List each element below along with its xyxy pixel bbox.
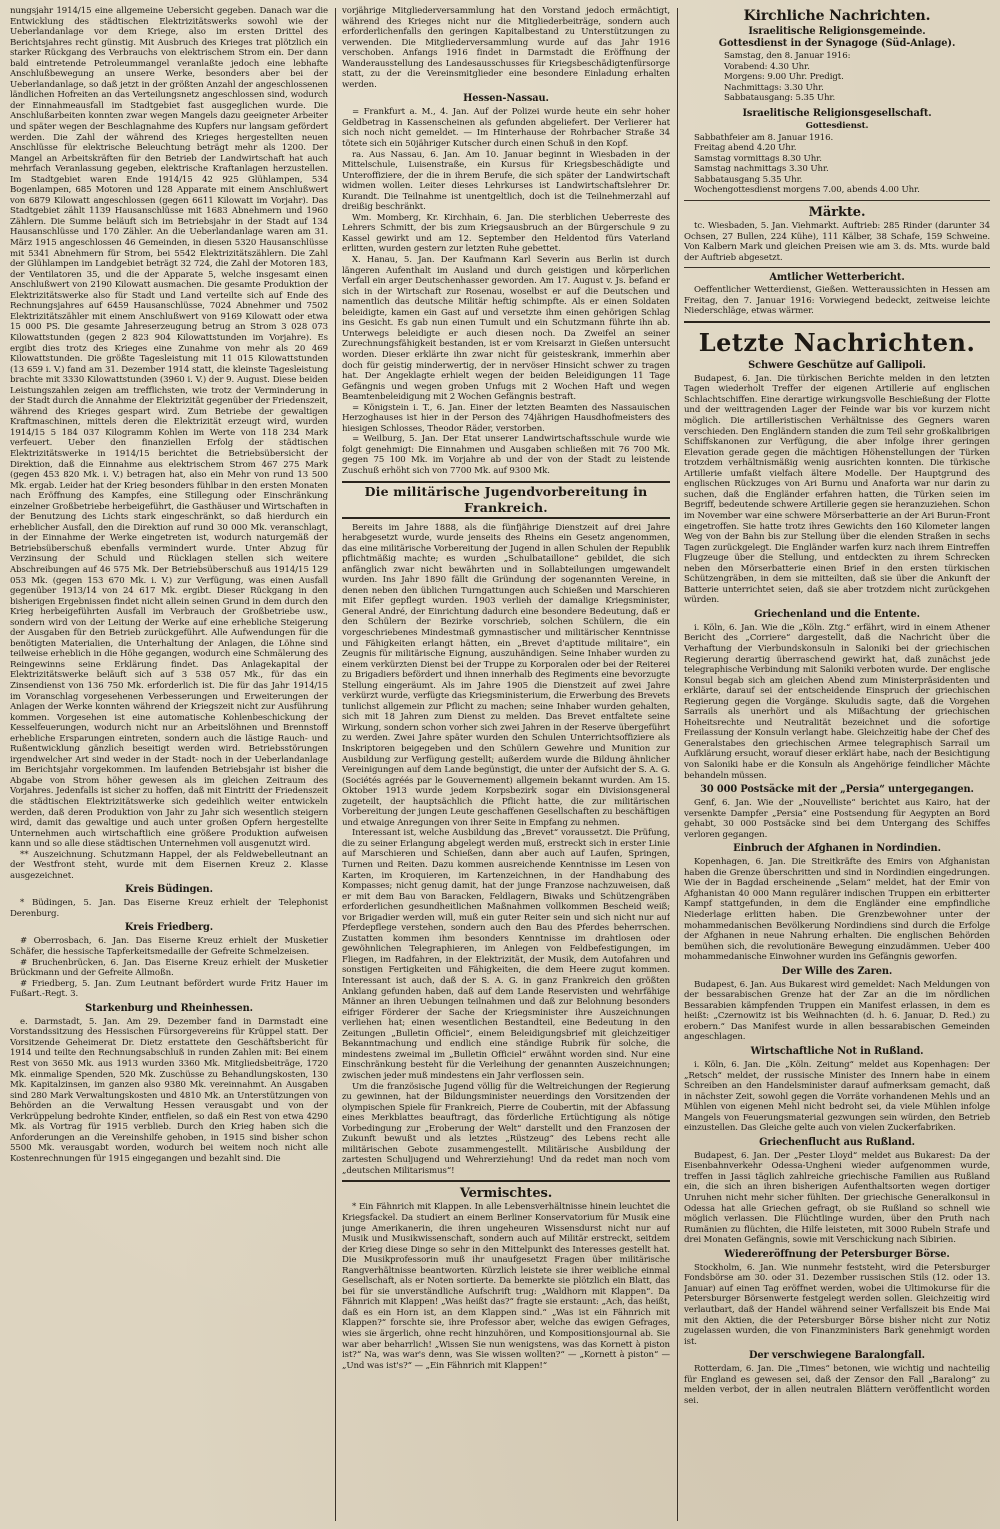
- service-times-list: [684, 133, 990, 196]
- section-heading-vermischtes: Vermischtes.: [459, 1186, 553, 1202]
- column-rule: [335, 8, 336, 1521]
- notice-weilburg: = Weilburg, 5. Jan. Der Etat unserer Landwirtschaftsschule wurde wie folgt genehmigt: Die Einnahmen und Ausgaben schließen mit 76 700 Mk. gegen 75 100 Mk. im Vorjahre ab und der von der Stadt zu leistende Zuschuß erhöht sich von 7700 Mk. auf 9300 Mk.: [342, 434, 670, 476]
- article-baralong: Rotterdam, 6. Jan. Die „Times“ betonen, wie wichtig und nachteilig für England es gewesen sei, daß der Zensor den Fall „Baralong“ zu melden verbot, der in allen neutralen Blättern veröffentlicht worden sei.: [684, 1364, 990, 1406]
- article-petersburger-boerse: Stockholm, 6. Jan. Wie nunmehr feststeht, wird die Petersburger Fondsbörse am 30. oder 31. Dezember russischen Stils (12. oder 13. Januar) auf einen Tag eröffnet werden, wobei die Ultimokurse für die Petersburger Börsenwerte festgelegt werden sollen. Gleichzeitig wird verlautbart, daß der Handel während seiner Verfallszeit bis Ende Mai mit den Aktien, die der Petersburger Börse bisher nicht zur Notiz zugelassen wurden, die von Finanzministers Bark genehmigt worden ist.: [684, 1262, 990, 1347]
- headline-petersburger-boerse: Wiedereröffnung der Petersburger Börse.: [724, 1248, 950, 1260]
- section-heading-hessen-nassau: Hessen-Nassau.: [463, 93, 549, 105]
- article-jugend-paragraph: Interessant ist, welche Ausbildung das „Brevet“ voraussetzt. Die Prüfung, die zu seiner Erlangung abgelegt werden muß, erstreckt sich in erster Linie auf Marschieren und Schießen, dann aber auch auf Laufen, Springen, Turnen und Reiten. Dazu kommen ausreichende Kenntnisse im Lesen von Karten, im Kroquieren, im Kartenzeichnen, in der Handhabung des Kompasses; nicht genug damit, hat der junge Franzose nachzuweisen, daß er mit dem Bau von Baracken, Feldlagern, Biwaks und Schützengräben erforderlichen gesundheitlichen Maßnahmen vollkommen Bescheid weiß; vor Brigadier werden will, muß ein guter Reiter sein und sich nicht nur auf Pferdepflege verstehen, sondern auch den Bau des Pferdes beherrschen. Zustatten kommen ihm besonders Kenntnisse im drahtlosen oder gewöhnlichen Telegraphieren, im Anlegen von Feldbefestigungen, im Fliegen, im Radfahren, in der Elektrizität, der Musik, dem Autofahren und sonstigen Fertigkeiten und Fähigkeiten, die dem Heere zugut kommen. Interessant ist auch, daß der S. A. G. in ganz Frankreich den größten Anklang gefunden haben, daß auf dem Lande Reservisten und wehrfähige Männer an ihren Uebungen teilnahmen und daß zur Belohnung besonders eifriger Förderer der Sache der Kriegsminister ihre Auszeichnungen verliehen hat; einen wesentlichen Bestandteil, eine Bedeutung in den Zeitungen „Bulletin Officiel“, einem Beleidigungsbrief mit gleichzeitiger Bekanntmachung und endlich eine ständige Rubrik für solche, die mindestens zweimal im „Bulletin Officiel“ erwähnt worden sind. Nur eine Einschränkung besteht für die Verleihung der genannten Auszeichnungen; zwischen jeder muß mindestens ein Jahr verflossen sein.: [342, 828, 670, 1081]
- heading-isr-gesellschaft: Israelitische Religionsgesellschaft.: [742, 107, 932, 119]
- service-time: Wochengottesdienst morgens 7.00, abends 4.00 Uhr.: [694, 185, 920, 196]
- article-griechenland: i. Köln, 6. Jan. Wie die „Köln. Ztg.“ erfährt, wird in einem Athener Bericht des „Corriere“ dargestellt, daß die Nachricht über die Verhaftung der Vierbundskonsuln in Saloniki bei der griechischen Regierung derartig überraschend gewirkt hat, daß zunächst jede telegraphische Verbindung mit Saloniki verboten wurde. Der englische Konsul begab sich am gleichen Abend zum Ministerpräsidenten und erklärte, darauf sei der entscheidende Einspruch der griechischen Regierung gegen die Vorgänge. Skuludis sagte, daß die Vorgehen Sarrails als unerhört und als Mißachtung der griechischen Hoheitsrechte und Neutralität bezeichnet und die sofortige Freilassung der Konsuln verlangt habe. Gleichzeitig habe der Chef des Generalstabes den griechischen Armee telegraphisch Sarrail um Aufklärung ersucht, worauf dieser erklärt habe, nach der Besichtigung von Saloniki habe er die Konsuln als Angehörige feindlicher Mächte behandeln müssen.: [684, 622, 990, 781]
- article-gallipoli: Budapest, 6. Jan. Die türkischen Berichte melden in den letzten Tagen wiederholt Treffer der eigenen Artillerie auf englischen Schlachtschiffen. Eine derartige wirkungsvolle Beschießung der Flotte und der weittragenden Lager der Feinde war bis vor kurzem nicht möglich. Die artilleristischen Verhältnisse des Gegners waren verschieden. Den Engländern standen die zum Teil sehr großkalibrigen Schiffskanonen zur Verfügung, die aber infolge ihrer geringen Elevation gerade gegen die mächtigen Höhenstellungen der Türken trotzdem verhältnismäßig wenig ausrichten konnten. Die türkische Artillerie umfaßt vielfach ältere Modelle. Der Hauptgrund des englischen Rückzuges von Ari Burnu und Anaforta war nur darin zu suchen, daß die Engländer erfahren hatten, die Türken seien im Begriff, bedeutende schwere Artillerie gegen sie heranzuziehen. Schon im November war eine schwere Mörserbatterie an der Ari Burun-Front eingetroffen. Sie hatte trotz ihres Gewichts den 160 Kilometer langen Weg von der Bahn bis zur Stellung über die elenden Straßen in sechs Tagen zurückgelegt. Die Engländer warfen kurz nach ihrem Eintreffen Flugzeuge über die Stellung, und entdeckten zu ihrem Schrecken neben den Mörserbatterie einen Brief in den ersten türkischen Schützengräben, in dem sie mitteilten, daß sie über die Ankunft der Batterie unterrichtet seien, daß sie aber trotzdem nicht zurückgehen würden.: [684, 373, 990, 606]
- article-faehnrich: * Ein Fähnrich mit Klappen. In alle Lebensverhältnisse hinein leuchtet die Kriegsfackel. Da studiert an einem Berliner Konservatorium für Musik eine junge Amerikanerin, die ihren ungeheuren Wissensdurst nicht nur auf Musik und Musikwissenschaft, sondern auch auf Militär erstreckt, seitdem der Krieg diese Dinge so sehr in den Mittelpunkt des Interesses gestellt hat. Die Musikprofessorin muß ihr unaufgesetzt Fragen über militärische Rangverhältnisse beantworten. Kürzlich leistete sie ihrer weibliche einmal Gesellschaft, als er Noten sortierte. Da bemerkte sie plötzlich ein Blatt, das bei für sie unverständliche Aufschrift trug: „Waldhorn mit Klappen“. Da Fähnrich mit Klappen! „Was heißt das?“ fragte sie erstaunt: „Ach, das heißt, daß es ein Horn ist, an dem Klappen sind.“ „Was ist ein Fähnrich mit Klappen?“ forschte sie, ihre Professor aber, welche das ewigen Gefrages, wies sie ärgerlich, ohne recht hinzuhören, und Kompositionsjournal ab. Sie war aber beharrlich! „Wissen Sie nun wenigstens, was das Kornett à piston ist?“ Na, was war's denn, was Sie wissen wollten?“ — „Kornett à piston“ — „Und was ist's?“ — „Ein Fähnrich mit Klappen!“: [342, 1202, 670, 1371]
- section-heading-letzte-nachrichten: Letzte Nachrichten.: [698, 327, 976, 357]
- column-left: [10, 6, 328, 1523]
- service-time: Sabbatausgang 5.35 Uhr.: [694, 174, 803, 185]
- service-time: Sabbathfeier am 8. Januar 1916.: [694, 132, 834, 143]
- headline-baralong: Der verschwiegene Baralongfall.: [749, 1350, 925, 1362]
- notice-budingen: * Büdingen, 5. Jan. Das Eiserne Kreuz erhielt der Telephonist Derenburg.: [10, 898, 328, 919]
- notice-bruchenbruecken: # Bruchenbrücken, 6. Jan. Das Eiserne Kreuz erhielt der Musketier Brückmann und der Gefreite Allmoßn.: [10, 957, 328, 979]
- headline-zaren: Der Wille des Zaren.: [781, 965, 893, 977]
- notice-wetterbericht: Oeffentlicher Wetterdienst, Gießen. Wetteraussichten in Hessen am Freitag, den 7. Januar 1916: Vorwiegend bedeckt, zeitweise leichte Niederschläge, etwas wärmer.: [684, 285, 990, 317]
- heading-isr-gemeinde: Israelitische Religionsgemeinde.: [748, 26, 926, 37]
- headline-persia: 30 000 Postsäcke mit der „Persia“ untergegangen.: [700, 784, 974, 796]
- divider: [684, 267, 990, 268]
- notice-hanau: X. Hanau, 5. Jan. Der Kaufmann Karl Severin aus Berlin ist durch längeren Aufenthalt im Ausland und durch geistigen und körperlichen Verfall ein arger Deutschenhasser geworden. Am 17. August v. Js. befand er sich in der Wirtschaft zur Rosenau, woselbst er auf die Deutschen und namentlich das deutsche Militär heftig schimpfte. Als er einen Soldaten beleidigte, kamen ein Gast auf und versetzte ihm einen gehörigen Schlag ins Gesicht. Es gab nun einen Tumult und ein Schutzmann führte ihn ab. Unterwegs beleidigte er auch diesen noch. Da Zweifel an seiner Zurechnungsfähigkeit bestanden, ist er vom Kreisarzt in Gießen untersucht worden. Dieser erklärte ihn zwar nicht für geisteskrank, immerhin aber doch für geistig minderwertig, der in nervöser Hinsicht schwer zu tragen hat. Der Angeklagte erhielt wegen der beiden Beleidigungen 11 Tage Gefängnis und wegen groben Unfugs mit 2 Wochen Haft und wegen Beamtenbeleidigung mit 2 Wochen Gefängnis bestraft.: [342, 255, 670, 403]
- article-zaren: Budapest, 6. Jan. Aus Bukarest wird gemeldet: Nach Meldungen von der bessarabischen Grenze hat der Zar an die im nördlichen Bessarabien kämpfenden Truppen ein Manifest erlassen, in dem es heißt: „Czernowitz ist bis Weihnachten (d. h. 6. Januar, D. Red.) zu erobern.“ Das Manifest wurde in allen bessarabischen Gemeinden angeschlagen.: [684, 979, 990, 1043]
- notice-viehmarkt: tc. Wiesbaden, 5. Jan. Viehmarkt. Auftrieb: 285 Rinder (darunter 34 Ochsen, 27 Bullen, 224 Kühe), 111 Kälber, 38 Schafe, 159 Schweine. Von Kalbern Mark und gleichen Preisen wie am 3. ds. Mts. wurde bald der Auftrieb abgesetzt.: [684, 221, 990, 263]
- article-electricity-report: nungsjahr 1914/15 eine allgemeine Uebersicht gegeben. Danach war die Entwicklung des städtischen Elektrizitätswerks sowohl wie der Ueberlandanlage vor dem Kriege, also im ersten Drittel des Berichtsjahres recht günstig. Mit Ausbruch des Krieges trat plötzlich ein starker Rückgang des Verbrauchs von elektrischem Strom ein. Der dann bald eintretende Petroleummangel veranlaßte jedoch eine lebhafte Anschlußbewegung an unsere Werke, besonders aber bei der Ueberlandanlage, so daß jetzt in der größten Anzahl der angeschlossenen ländlichen Hofreiten an das Verteilungsnetz angeschlossen sind, wodurch der Einnahmeausfall im Stadtgebiet fast ausgeglichen wurde. Die Anschlußarbeiten konnten zwar wegen Mangels dazu geeigneter Arbeiter und später wegen der Beschlagnahme des Kupfers nur langsam gefördert werden. Die Zahl der während des Krieges hergestellten neuen Anschlüsse für elektrische Beleuchtung beträgt mehr als 1200. Der Mangel an Arbeitskräften für den Betrieb der Landwirtschaft hat auch mehrfach Veranlassung gegeben, elektrische Kraftanlagen herzustellen. Im Stadtgebiet waren Ende 1914/15 42 925 Glühlampen, 534 Bogenlampen, 685 Motoren und 128 Apparate mit einem Anschlußwert von 6879 Kilowatt angeschlossen (gegen 6611 Kilowatt im Vorjahr). Das Stadtgebiet zählt 1139 Hausanschlüsse mit 1683 Abnehmern und 1960 Zählern. Die Summe beläuft sich im Betriebsjahr in der Stadt auf 134 Hausanschlüsse und 170 Zähler. An die Ueberlandanlage waren am 31. März 1915 angeschlossen 46 Gemeinden, in diesen 5320 Hausanschlüsse mit 5341 Abnehmern für Strom, bei 5542 Elektrizitätszählern. Die Zahl der Glühlampen im Landgebiet beträgt 32 724, die Zahl der Motoren 183, der Ventilatoren 35, und die der Apparate 5, welche insgesamt einen Anschlußwert von 2190 Kilowatt ausmachen. Die gesamte Produktion der Elektrizitätswerke also für Stadt und Land verteilte sich auf Ende des Rechnungsjahres auf 6459 Hausanschlüsse, 7024 Abnehmer und 7502 Elektrizitätszähler mit einem Anschlußwert von 9169 Kilowatt oder etwa 15 000 PS. Die gesamte Jahreserzeugung betrug an Strom 3 028 073 Kilowattstunden (gegen 2 823 904 Kilowattstunden im Vorjahre). Es ergibt dies trotz des Krieges eine Zunahme von mehr als 20 469 Kilowattstunden. Die größte Tagesleistung mit 11 015 Kilowattstunden (13 659 i. V.) fand am 31. Dezember 1914 statt, die kleinste Tagesleistung brachte mit 3330 Kilowattstunden (3960 i. V.) der 9. August. Diese beiden Leistungszahlen zeigen am trefflichsten, wie trotz der Verminderung in der Stadt durch die Annahme der Elektrizität gegenüber der Friedenszeit, während des Krieges gespart wird. Zum Betriebe der gewaltigen Kraftmaschinen, mittels deren die Elektrizität erzeugt wird, wurden 1914/15 5 184 037 Kilogramm Kohlen im Werte von 118 234 Mark verfeuert. Ueber den finanziellen Erfolg der städtischen Elektrizitätswerke in 1914/15 berichtet die Betriebsübersicht der Direktion, daß die Einnahme aus elektrischem Strom 467 275 Mark (gegen 453 820 Mk. i. V.) betragen hat, also ein Mehr von rund 13 500 Mk. ergab. Leider hat der Krieg besonders fühlbar in den ersten Monaten nach Eröffnung des Kampfes, eine Stillegung oder Einschränkung einzelner Großbetriebe herbeigeführt, die Gasthäuser und Wirtschaften in der Benutzung des Lichts stark eingeschränkt, so daß hierdurch ein erheblicher Ausfall, den die Direktion auf rund 30 000 Mk. veranschlagt, in der Einnahme der Werke eingetreten ist, wodurch naturgemäß der Betriebsüberschuß ebenfalls vermindert wurde. Unter Abzug für Verzinsung der Schuld und Rücklagen stellen sich weitere Abschreibungen auf 46 575 Mk. Der Betriebsüberschuß aus 1914/15 129 053 Mk. (gegen 153 670 Mk. i. V.) zur Verfügung, was einen Ausfall gegenüber 1913/14 von 24 617 Mk. ergibt. Dieser Rückgang in den bisherigen Ergebnissen findet nicht allein seinen Grund in dem durch den Krieg herbeigeführten Ausfall im Verbrauch der Großbetriebe usw., sondern wird von der Leitung der Werke auf eine erhebliche Steigerung der Ausgaben für den Betrieb zurückgeführt. Alle Aufwendungen für die benötigten Materialien, die Unterhaltung der Anlagen, die Löhne sind teilweise erheblich in die Höhe gegangen, wodurch eine Schmälerung des Reingewinns seine Erklärung findet. Das Anlagekapital der Elektrizitätswerke beläuft sich auf 3 538 057 Mk., für das ein Zinsendienst von 136 750 Mk. erforderlich ist. Die für das Jahr 1914/15 im Voranschlag vorgesehenen Verbesserungen und Erweiterungen der Anlagen der Werke konnten während der Kriegszeit nicht zur Ausführung kommen. Vorgesehen ist eine automatische Kohlenbeschickung der Kesselfeuerungen, wodurch nicht nur an Arbeitslöhnen und Brennstoff erhebliche Ersparungen eintreten, sondern auch die lästige Rauch- und Rußentwicklung gänzlich beseitigt werden wird. Betriebsstörungen irgendwelcher Art sind weder in der Stadt- noch in der Ueberlandanlage im Berichtsjahr vorgekommen. Im laufenden Betriebsjahr ist bisher die Abgabe von Strom höher gewesen als im gleichen Zeitraum des Vorjahres. Jedenfalls ist sicher zu hoffen, daß mit Eintritt der Friedenszeit die städtischen Elektrizitätswerke sich gedeihlich weiter entwickeln werden, daß deren Produktion von Jahr zu Jahr sich wesentlich steigern wird, damit das gewaltige und auch unter großen Opfern hergestellte Unternehmen auch wirtschaftlich eine größere Produktion aufweisen kann und so alle diese städtischen Unternehmen voll ausgenutzt wird.: [10, 6, 328, 850]
- heading-gottesdienst: Gottesdienst.: [805, 120, 869, 131]
- notice-frankfurt: = Frankfurt a. M., 4. Jan. Auf der Polizei wurde heute ein sehr hoher Geldbetrag in Kassenscheinen als gefunden abgeliefert. Der Verlierer hat sich noch nicht gemeldet. — Im Hinterhause der Rohrbacher Straße 34 tötete sich ein 50jähriger Kutscher durch einen Schuß in den Kopf.: [342, 107, 670, 150]
- column-right: [684, 6, 990, 1523]
- notice-koenigstein: = Königstein i. T., 6. Jan. Einer der letzten Beamten des Nassauischen Herzoghauses ist hier in der Person des 74jährigen Hausdhofmeisters des hiesigen Schlosses, Theodor Räder, verstorben.: [342, 402, 670, 434]
- service-time: Morgens: 9.00 Uhr. Predigt.: [724, 72, 844, 83]
- service-time: Sabbatausgang: 5.35 Uhr.: [724, 93, 836, 104]
- service-time: Nachmittags: 3.30 Uhr.: [724, 82, 824, 93]
- article-wirtschaftliche-not: i. Köln, 6. Jan. Die „Köln. Zeitung“ meldet aus Kopenhagen: Der „Retsch“ meldet, der russische Minister des Innern habe in einem Schreiben an den Handelsminister darauf aufmerksam gemacht, daß in nächster Zeit, sowohl gegen die Vorräte vorhandenen Mehls und an Mühlen von eigenen Mehl nicht bedroht sei, da viele Mühlen infolge Mangels von Feuerungsmaterial gezwungen sein würden, den Betrieb einzustellen. Das Gleiche gelte auch von vielen Zuckerfabriken.: [684, 1060, 990, 1134]
- notice-nassau: ra. Aus Nassau, 6. Jan. Am 10. Januar beginnt in Wiesbaden in der Mittelschule, Luisenstraße, ein Kursus für Kriegsbeschädigte und Unteroffiziere, der die in ihrem Berufe, die sich später der Landwirtschaft widmen wollen. Leiter dieses Lehrkurses ist Landwirtschaftslehrer Dr. Kurandt. Die Teilnahme ist unentgeltlich, doch ist die Teilnehmerzahl auf dreißig beschränkt.: [342, 149, 670, 213]
- article-griechenflucht: Budapest, 6. Jan. Der „Pester Lloyd“ meldet aus Bukarest: Da der Eisenbahnverkehr Odessa-Ungheni wieder aufgenommen wurde, treffen in Jassi täglich zahlreiche griechische Familien aus Rußland ein, die sich an ihren bisherigen Aufenthaltsorten wegen dortiger Unruhen nicht mehr sicher fühlten. Der griechische Generalkonsul in Odessa hat alle Griechen gefragt, ob sie Rußland so schnell wie möglich verlassen. Die Flüchtlinge wurden, über den Pruth nach Rumänien zu flüchten, die Hilfe leisteten, mit 3000 Rubeln Strafe und drei Monaten Gefängnis, sowie mit Verschickung nach Sibirien.: [684, 1150, 990, 1246]
- column-rule: [677, 8, 678, 1521]
- notice-momberg: Wm. Momberg, Kr. Kirchhain, 6. Jan. Die sterblichen Ueberreste des Lehrers Schmitt, der bis zum Kriegsausbruch an der Bürgerschule 9 zu Kassel gewirkt und am 12. September den Heldentod fürs Vaterland erlitten, wurden gestern zur letzten Ruhe gebettet.: [342, 212, 670, 255]
- service-times-list: [684, 51, 990, 104]
- section-heading-friedberg: Kreis Friedberg.: [124, 922, 214, 934]
- section-heading-kirchliche: Kirchliche Nachrichten.: [743, 8, 931, 24]
- section-heading-budingen: Kreis Büdingen.: [125, 884, 213, 896]
- headline-griechenland: Griechenland und die Entente.: [754, 608, 920, 620]
- notice-friedberg: # Friedberg, 5. Jan. Zum Leutnant befördert wurde Fritz Hauer im Fußart.-Regt. 3.: [10, 978, 328, 1000]
- service-time: Vorabend: 4.30 Uhr.: [724, 61, 810, 72]
- service-time: Samstag vormittags 8.30 Uhr.: [694, 153, 822, 164]
- notice-auszeichnung: ** Auszeichnung. Schutzmann Happel, der als Feldwebelleutnant an der Westfront steht, wurde mit dem Eisernen Kreuz 2. Klasse ausgezeichnet.: [10, 849, 328, 881]
- section-heading-maerkte: Märkte.: [808, 205, 866, 221]
- section-heading-wetter: Amtlicher Wetterbericht.: [769, 272, 905, 284]
- column-middle: [342, 6, 670, 1523]
- divider: [684, 321, 990, 323]
- article-jugend-paragraph: Bereits im Jahre 1888, als die fünfjährige Dienstzeit auf drei Jahre herabgesetzt wurde, wurde jenseits des Rheins ein Gesetz angenommen, das eine militärische Vorbereitung der Jugend in allen Schulen der Republik pflichtmäßig machte; es wurden „Schulbataillone“ gebildet, die sich anfänglich zwar nicht bewährten und in Sollabteilungen umgewandelt wurden. Ins Jahr 1890 fällt die Gründung der sogenannten Vereine, in denen neben den üblichen Turngattungen auch Schießen und Marschieren mit Eifer gepflegt wurden. 1903 verlieh der damalige Kriegsminister, General André, der Einrichtung dadurch eine besondere Bedeutung, daß er den Schülern der Bezirke vorschrieb, solchen Schülern, die ein vorgeschriebenes Mindestmaß gymnastischer und militärischer Kenntnisse und Fähigkeiten erlangt hätten, ein „Brevet d'aptitude militaire“, ein Zeugnis für militärische Eignung, auszuhändigen. Seine Inhaber wurden zu einem verkürzten Dienst bei der Truppe zu Korporalen oder bei der Reiterei zu Brigadiers befördert und ihnen innerhalb des Regiments eine bevorzugte Stellung eingeräumt. Als im Jahre 1905 die Dienstzeit auf zwei Jahre verkürzt wurde, verfügte das Kriegsministerium, die Erwerbung des Brevets tunlichst allgemein zur Pflicht zu machen; seine Inhaber wurden gehalten, sich mit 18 Jahren zum Dienst zu melden. Das Brevet entfaltete seine Wirkung, sondern schon vorher sich zwei Jahren in der Reserve übergeführt zu werden. Zwei Jahre später wurden den Schulen Unterrichtsoffiziere als Inskriptoren beigegeben und den Schülern Gewehre und Munition zur Ausbildung zur Verfügung gestellt; außerdem wurde die Bildung ähnlicher Vereinigungen auf dem Lande begünstigt, die unter der Aufsicht der S. A. G. (Sociétés agréés par le Gouvernement) allgemein bekannt wurden. Am 15. Oktober 1913 wurde jedem Korpsbezirk sogar ein Divisionsgeneral zugeteilt, der hauptsächlich die Pflicht hatte, die zur militärischen Vorbereitung der jungen Leute geschaffenen Gesellschaften zu beschäftigen und etwaige Anregungen von ihrer Seite in Empfang zu nehmen.: [342, 522, 670, 828]
- service-time: Samstag, den 8. Januar 1916:: [724, 51, 851, 61]
- section-heading-starkenburg: Starkenburg und Rheinhessen.: [85, 1002, 253, 1014]
- notice-oberrosbach: # Oberrosbach, 6. Jan. Das Eiserne Kreuz erhielt der Musketier Schäfer, die hessische Tapferkeitsmedaille der Gefreite Schmelzeisen.: [10, 936, 328, 958]
- headline-griechenflucht: Griechenflucht aus Rußland.: [759, 1136, 915, 1148]
- article-darmstadt-continued: vorjährige Mitgliederversammlung hat den Vorstand jedoch ermächtigt, während des Krieges nicht nur die Mitgliederbeiträge, sondern auch erforderlichenfalls den geringen Kapitalbestand zu Unterstützungen zu verwenden. Die Mitgliederversammlung wurde auf das Jahr 1916 verschoben. Anfangs 1916 findet in Darmstadt die Eröffnung der Wanderausstellung des Landesausschusses für Kriegsbeschädigtenfürsorge statt, zu der die Vereinsmitglieder eine besondere Einladung erhalten werden.: [342, 6, 670, 90]
- article-persia: Genf, 6. Jan. Wie der „Nouvelliste“ berichtet aus Kairo, hat der versenkte Dampfer „Persia“ eine Postsendung für Aegypten an Bord gehabt, 30 000 Postsäcke sind bei dem Untergang des Schiffes verloren gegangen.: [684, 798, 990, 840]
- article-jugend-paragraph: Um die französische Jugend völlig für die Weltreichungen der Regierung zu gewinnen, hat der Bildungsminister neuerdings den Vorsitzenden der olympischen Spiele für Frankreich, Pierre de Coubertin, mit der Abfassung eines Merkblattes beauftragt, das förderliche Ertüchtigung als nötige Vorbedingung zur „Eroberung der Welt“ darstellt und den Franzosen der Zukunft bewußt und als letztes „Rüstzeug“ des Lebens recht alle militärischen Gebote zusammengestellt. Militärische Ausbildung der zartesten Schuljugend und Wehrerziehung! Und da redet man noch vom „deutschen Militarismus“!: [342, 1081, 670, 1176]
- article-darmstadt: e. Darmstadt, 5. Jan. Am 29. Dezember fand in Darmstadt eine Vorstandssitzung des Hessischen Fürsorgevereins für Krüppel statt. Der Vorsitzende Geheimerat Dr. Dietz erstattete den Geschäftsbericht für 1914 und teilte den Rechnungsabschluß in runden Zahlen mit: Bei einem Rest von 3650 Mk. aus 1913 wurden 3360 Mk. Mitgliedsbeiträge, 1720 Mk. einmalige Spenden, 520 Mk. Zuschüsse zu Behandlungskosten, 130 Mk. Kapitalzinsen, im ganzen also 9380 Mk. vereinnahmt. An Ausgaben sind 280 Mark Verwaltungskosten und 4810 Mk. an Unterstützungen von Behörden an die Verwaltung Hessen verausgabt und von der Verkrüppelung bedrohte Kinder, entfielen, so daß ein Rest von etwa 4290 Mk. als Vortrag für 1915 verblieb. Durch den Krieg haben sich die Anforderungen an die Vereinshilfe gehoben, in 1915 sind bisher schon 5500 Mk. verausgabt worden, wodurch bei weitem noch nicht alle Kostenrechnungen für 1915 eingegangen und bezahlt sind. Die: [10, 1016, 328, 1164]
- headline-gallipoli: Schwere Geschütze auf Gallipoli.: [748, 359, 926, 371]
- headline-wirtschaftliche-not: Wirtschaftliche Not in Rußland.: [750, 1046, 924, 1058]
- heading-synagoge: Gottesdienst in der Synagoge (Süd-Anlage).: [718, 38, 956, 49]
- divider: [342, 1180, 670, 1182]
- article-heading-jugendvorbereitung: Die militärische Jugendvorbereitung in Frankreich.: [342, 481, 670, 519]
- article-afghanen: Kopenhagen, 6. Jan. Die Streitkräfte des Emirs von Afghanistan haben die Grenze überschritten und sind in Nordindien eingedrungen. Wie der in Bagdad erscheinende „Selam“ meldet, hat der Emir von Afghanistan 40 000 Mann regulärer indischen Truppen ein erbitterter Kampf stattgefunden, in dem die Engländer eine empfindliche Niederlage erlitten haben. Die Grenzbewohner unter der mohammedanischen Bevölkerung Nordindiens sind durch die Erfolge der Afghanen in neue Nahrung erhalten. Die englischen Behörden bemühen sich, die revolutionäre Bewegung einzudämmen. Ueber 400 mohammedanische Einwohner wurden ins Gefängnis geworfen.: [684, 857, 990, 963]
- headline-afghanen: Einbruch der Afghanen in Nordindien.: [733, 843, 941, 855]
- service-time: Samstag nachmittags 3.30 Uhr.: [694, 164, 829, 175]
- service-time: Freitag abend 4.20 Uhr.: [694, 143, 797, 154]
- divider: [684, 200, 990, 201]
